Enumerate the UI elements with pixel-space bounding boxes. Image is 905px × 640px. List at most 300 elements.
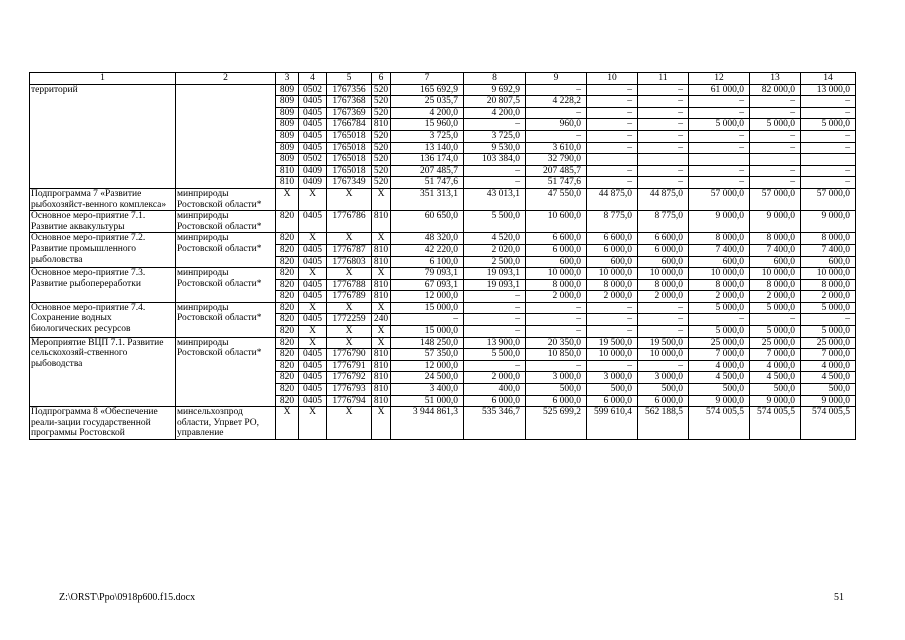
table-row — [30, 188, 856, 210]
amount-cell: 4 000,0 — [801, 360, 856, 372]
amount-cell: 3 000,0 — [587, 372, 638, 384]
code-cell: 809 — [276, 130, 299, 142]
code-cell: 0405 — [299, 314, 327, 326]
amount-cell: – — [801, 165, 856, 177]
amount-cell: – — [638, 177, 689, 189]
header-cell: 3 — [276, 73, 299, 85]
executor-cell: минсельхозпрод области, Упрвет РО, управление — [176, 407, 276, 440]
amount-cell: 8 775,0 — [587, 211, 638, 233]
amount-cell: – — [587, 326, 638, 338]
code-cell: X — [299, 233, 327, 245]
amount-cell: 10 000,0 — [526, 268, 587, 280]
code-cell: X — [299, 337, 327, 349]
code-cell: 520 — [372, 154, 391, 166]
amount-cell: 600,0 — [526, 256, 587, 268]
header-cell: 14 — [801, 73, 856, 85]
amount-cell: – — [464, 119, 526, 131]
amount-cell: – — [587, 130, 638, 142]
code-cell: 0405 — [299, 291, 327, 303]
header-cell: 9 — [526, 73, 587, 85]
code-cell: 810 — [276, 165, 299, 177]
amount-cell: 60 650,0 — [391, 211, 464, 233]
code-cell: X — [372, 337, 391, 349]
amount-cell: 51 747,6 — [526, 177, 587, 189]
code-cell: 810 — [372, 244, 391, 256]
amount-cell: – — [587, 302, 638, 314]
code-cell: 520 — [372, 96, 391, 108]
amount-cell: 3 000,0 — [638, 372, 689, 384]
code-cell: 1776786 — [327, 211, 372, 233]
code-cell: 820 — [276, 372, 299, 384]
code-cell: X — [372, 233, 391, 245]
amount-cell: 19 500,0 — [638, 337, 689, 349]
amount-cell: 10 000,0 — [587, 349, 638, 361]
code-cell: 810 — [372, 256, 391, 268]
amount-cell — [587, 154, 638, 166]
program-name-cell: Основное меро-приятие 7.4. Сохранение водных биологических ресурсов — [30, 302, 176, 337]
amount-cell: 7 000,0 — [689, 349, 750, 361]
code-cell: 1776789 — [327, 291, 372, 303]
amount-cell: 7 400,0 — [801, 244, 856, 256]
amount-cell: 207 485,7 — [391, 165, 464, 177]
amount-cell: 57 000,0 — [689, 188, 750, 210]
code-cell: 820 — [276, 211, 299, 233]
code-cell: 1767356 — [327, 84, 372, 96]
code-cell: 0405 — [299, 244, 327, 256]
program-name-cell: Подпрограмма 7 «Развитие рыбохозяйст-венного комплекса» — [30, 188, 176, 210]
program-name-cell: Мероприятие ВЦП 7.1. Развитие сельскохозяй-ственного рыбоводства — [30, 337, 176, 407]
amount-cell: – — [526, 360, 587, 372]
amount-cell: 5 000,0 — [750, 326, 801, 338]
amount-cell: 574 005,5 — [801, 407, 856, 440]
table-row — [30, 268, 856, 280]
amount-cell: 19 093,1 — [464, 268, 526, 280]
amount-cell: 500,0 — [801, 384, 856, 396]
amount-cell: 2 500,0 — [464, 256, 526, 268]
amount-cell: 43 013,1 — [464, 188, 526, 210]
code-cell: 810 — [372, 360, 391, 372]
amount-cell: 6 600,0 — [638, 233, 689, 245]
amount-cell: – — [638, 119, 689, 131]
amount-cell: – — [587, 314, 638, 326]
amount-cell: 9 000,0 — [689, 211, 750, 233]
code-cell: 820 — [276, 384, 299, 396]
amount-cell: 57 000,0 — [750, 188, 801, 210]
amount-cell: – — [526, 314, 587, 326]
amount-cell: – — [689, 165, 750, 177]
header-cell: 2 — [176, 73, 276, 85]
amount-cell: 79 093,1 — [391, 268, 464, 280]
amount-cell: 10 000,0 — [750, 268, 801, 280]
amount-cell: – — [526, 107, 587, 119]
code-cell: 520 — [372, 130, 391, 142]
amount-cell: 6 600,0 — [587, 233, 638, 245]
code-cell: 0405 — [299, 372, 327, 384]
amount-cell: 9 000,0 — [750, 211, 801, 233]
code-cell: 1767368 — [327, 96, 372, 108]
amount-cell: 7 400,0 — [689, 244, 750, 256]
amount-cell: – — [587, 96, 638, 108]
amount-cell: 48 320,0 — [391, 233, 464, 245]
amount-cell: 8 000,0 — [750, 233, 801, 245]
amount-cell: 57 000,0 — [801, 188, 856, 210]
amount-cell: 3 944 861,3 — [391, 407, 464, 440]
amount-cell: 4 500,0 — [689, 372, 750, 384]
amount-cell: 13 000,0 — [801, 84, 856, 96]
code-cell: 820 — [276, 395, 299, 407]
amount-cell: 8 775,0 — [638, 211, 689, 233]
code-cell: 1776788 — [327, 279, 372, 291]
amount-cell: 3 725,0 — [391, 130, 464, 142]
amount-cell: – — [638, 165, 689, 177]
amount-cell: 10 000,0 — [801, 268, 856, 280]
code-cell: 820 — [276, 244, 299, 256]
amount-cell: – — [750, 96, 801, 108]
code-cell: X — [276, 188, 299, 210]
code-cell: X — [372, 407, 391, 440]
amount-cell: 8 000,0 — [689, 233, 750, 245]
code-cell: 1772259 — [327, 314, 372, 326]
amount-cell: 47 550,0 — [526, 188, 587, 210]
code-cell: 1776794 — [327, 395, 372, 407]
code-cell: 809 — [276, 154, 299, 166]
executor-cell — [176, 84, 276, 188]
header-cell: 10 — [587, 73, 638, 85]
program-name-cell: территорий — [30, 84, 176, 188]
code-cell: 0405 — [299, 384, 327, 396]
amount-cell: 5 500,0 — [464, 211, 526, 233]
amount-cell: – — [750, 314, 801, 326]
code-cell: 0502 — [299, 84, 327, 96]
amount-cell: 20 807,5 — [464, 96, 526, 108]
amount-cell: 10 000,0 — [638, 349, 689, 361]
amount-cell: 165 692,9 — [391, 84, 464, 96]
amount-cell: – — [750, 165, 801, 177]
code-cell: 520 — [372, 177, 391, 189]
code-cell: X — [276, 407, 299, 440]
header-cell: 4 — [299, 73, 327, 85]
amount-cell: 3 000,0 — [526, 372, 587, 384]
code-cell: 820 — [276, 314, 299, 326]
amount-cell: 10 000,0 — [689, 268, 750, 280]
amount-cell: 9 530,0 — [464, 142, 526, 154]
amount-cell: 13 900,0 — [464, 337, 526, 349]
amount-cell: 2 000,0 — [689, 291, 750, 303]
amount-cell: – — [464, 165, 526, 177]
amount-cell: 2 000,0 — [526, 291, 587, 303]
amount-cell: – — [464, 314, 526, 326]
amount-cell: – — [464, 360, 526, 372]
amount-cell: 351 313,1 — [391, 188, 464, 210]
code-cell: X — [372, 326, 391, 338]
amount-cell: – — [750, 107, 801, 119]
amount-cell: 4 000,0 — [689, 360, 750, 372]
code-cell: 1776790 — [327, 349, 372, 361]
amount-cell: – — [587, 119, 638, 131]
amount-cell: – — [750, 142, 801, 154]
amount-cell: 4 200,0 — [464, 107, 526, 119]
amount-cell: 19 500,0 — [587, 337, 638, 349]
amount-cell: – — [801, 142, 856, 154]
code-cell: X — [327, 233, 372, 245]
amount-cell: – — [464, 326, 526, 338]
amount-cell: 5 000,0 — [689, 302, 750, 314]
amount-cell: 8 000,0 — [689, 279, 750, 291]
amount-cell: 61 000,0 — [689, 84, 750, 96]
amount-cell: 15 000,0 — [391, 302, 464, 314]
table-row — [30, 211, 856, 233]
header-cell: 1 — [30, 73, 176, 85]
amount-cell: 600,0 — [689, 256, 750, 268]
code-cell: X — [327, 268, 372, 280]
amount-cell: 20 350,0 — [526, 337, 587, 349]
amount-cell: 9 000,0 — [750, 395, 801, 407]
code-cell: 810 — [372, 384, 391, 396]
code-cell: 240 — [372, 314, 391, 326]
amount-cell: – — [801, 130, 856, 142]
code-cell: X — [299, 188, 327, 210]
code-cell: 1765018 — [327, 154, 372, 166]
header-cell: 6 — [372, 73, 391, 85]
amount-cell: 10 600,0 — [526, 211, 587, 233]
amount-cell: 3 725,0 — [464, 130, 526, 142]
header-row — [30, 73, 856, 85]
amount-cell: – — [638, 84, 689, 96]
amount-cell: 5 000,0 — [801, 302, 856, 314]
amount-cell: 42 220,0 — [391, 244, 464, 256]
code-cell: 1767369 — [327, 107, 372, 119]
code-cell: 0409 — [299, 177, 327, 189]
amount-cell: – — [526, 302, 587, 314]
amount-cell: 44 875,0 — [587, 188, 638, 210]
code-cell: 0405 — [299, 119, 327, 131]
code-cell: 1776787 — [327, 244, 372, 256]
code-cell: X — [372, 268, 391, 280]
code-cell: 810 — [276, 177, 299, 189]
code-cell: 810 — [372, 119, 391, 131]
amount-cell: 8 000,0 — [801, 233, 856, 245]
amount-cell: – — [587, 177, 638, 189]
table-body — [30, 73, 856, 440]
code-cell: 0405 — [299, 349, 327, 361]
amount-cell: 6 000,0 — [587, 244, 638, 256]
amount-cell: – — [587, 360, 638, 372]
code-cell: 0405 — [299, 130, 327, 142]
amount-cell: 599 610,4 — [587, 407, 638, 440]
amount-cell: 5 000,0 — [689, 119, 750, 131]
code-cell: X — [327, 302, 372, 314]
amount-cell: – — [638, 360, 689, 372]
amount-cell: 2 000,0 — [464, 372, 526, 384]
amount-cell: – — [801, 107, 856, 119]
code-cell: 820 — [276, 337, 299, 349]
amount-cell: 6 000,0 — [526, 395, 587, 407]
code-cell: 1765018 — [327, 142, 372, 154]
amount-cell: – — [464, 177, 526, 189]
amount-cell: – — [464, 291, 526, 303]
code-cell: X — [299, 268, 327, 280]
executor-cell: минприроды Ростовской области* — [176, 211, 276, 233]
amount-cell: – — [689, 107, 750, 119]
executor-cell: минприроды Ростовской области* — [176, 233, 276, 268]
amount-cell: – — [587, 165, 638, 177]
code-cell: X — [299, 407, 327, 440]
code-cell: 809 — [276, 96, 299, 108]
code-cell: 1767349 — [327, 177, 372, 189]
code-cell: 0405 — [299, 256, 327, 268]
amount-cell: 7 400,0 — [750, 244, 801, 256]
amount-cell: – — [638, 107, 689, 119]
amount-cell: 9 000,0 — [689, 395, 750, 407]
amount-cell: 6 000,0 — [526, 244, 587, 256]
code-cell: 810 — [372, 395, 391, 407]
code-cell: 820 — [276, 326, 299, 338]
amount-cell: 7 000,0 — [801, 349, 856, 361]
amount-cell: 535 346,7 — [464, 407, 526, 440]
amount-cell: 4 200,0 — [391, 107, 464, 119]
amount-cell: 2 000,0 — [801, 291, 856, 303]
code-cell: 1776803 — [327, 256, 372, 268]
code-cell: 0405 — [299, 96, 327, 108]
code-cell: 0405 — [299, 395, 327, 407]
amount-cell: – — [689, 142, 750, 154]
amount-cell: 2 000,0 — [750, 291, 801, 303]
amount-cell: 9 000,0 — [801, 395, 856, 407]
code-cell: 820 — [276, 279, 299, 291]
code-cell: 1766784 — [327, 119, 372, 131]
amount-cell: 25 000,0 — [689, 337, 750, 349]
amount-cell: – — [391, 314, 464, 326]
amount-cell: 4 228,2 — [526, 96, 587, 108]
amount-cell: 525 699,2 — [526, 407, 587, 440]
amount-cell: 44 875,0 — [638, 188, 689, 210]
amount-cell: 8 000,0 — [587, 279, 638, 291]
amount-cell: 13 140,0 — [391, 142, 464, 154]
code-cell: 820 — [276, 349, 299, 361]
code-cell: 820 — [276, 360, 299, 372]
code-cell: 0409 — [299, 165, 327, 177]
amount-cell: 136 174,0 — [391, 154, 464, 166]
amount-cell: – — [689, 130, 750, 142]
amount-cell: 600,0 — [587, 256, 638, 268]
code-cell: 809 — [276, 107, 299, 119]
amount-cell: 82 000,0 — [750, 84, 801, 96]
table-row — [30, 84, 856, 96]
amount-cell: 3 610,0 — [526, 142, 587, 154]
code-cell: X — [327, 326, 372, 338]
amount-cell: 2 020,0 — [464, 244, 526, 256]
header-cell: 11 — [638, 73, 689, 85]
code-cell: 520 — [372, 165, 391, 177]
amount-cell: 6 000,0 — [638, 244, 689, 256]
code-cell: 820 — [276, 268, 299, 280]
amount-cell: – — [638, 326, 689, 338]
amount-cell: 9 000,0 — [801, 211, 856, 233]
code-cell: 810 — [372, 279, 391, 291]
code-cell: 820 — [276, 256, 299, 268]
amount-cell: 4 500,0 — [750, 372, 801, 384]
amount-cell: 12 000,0 — [391, 291, 464, 303]
amount-cell: 32 790,0 — [526, 154, 587, 166]
amount-cell: 500,0 — [587, 384, 638, 396]
footer-file-path: Z:\ORST\Ppo\0918p600.f15.docx — [59, 592, 196, 603]
amount-cell: 5 000,0 — [801, 326, 856, 338]
amount-cell: 6 100,0 — [391, 256, 464, 268]
amount-cell: 8 000,0 — [526, 279, 587, 291]
code-cell: X — [372, 302, 391, 314]
amount-cell: 10 850,0 — [526, 349, 587, 361]
code-cell: 809 — [276, 84, 299, 96]
amount-cell: 6 000,0 — [638, 395, 689, 407]
amount-cell: 3 400,0 — [391, 384, 464, 396]
amount-cell: 4 000,0 — [750, 360, 801, 372]
executor-cell: минприроды Ростовской области* — [176, 188, 276, 210]
executor-cell: минприроды Ростовской области* — [176, 337, 276, 407]
page-number: 51 — [834, 592, 844, 603]
amount-cell — [750, 154, 801, 166]
amount-cell: 5 000,0 — [689, 326, 750, 338]
amount-cell: – — [689, 177, 750, 189]
code-cell: X — [372, 188, 391, 210]
code-cell: 809 — [276, 119, 299, 131]
code-cell: X — [327, 337, 372, 349]
table-row — [30, 337, 856, 349]
code-cell: 810 — [372, 372, 391, 384]
amount-cell: 7 000,0 — [750, 349, 801, 361]
amount-cell: 10 000,0 — [638, 268, 689, 280]
amount-cell: 51 000,0 — [391, 395, 464, 407]
amount-cell: 4 520,0 — [464, 233, 526, 245]
amount-cell: – — [464, 302, 526, 314]
program-name-cell: Основное меро-приятие 7.2. Развитие промышленного рыболовства — [30, 233, 176, 268]
amount-cell: 25 000,0 — [801, 337, 856, 349]
amount-cell: – — [750, 130, 801, 142]
amount-cell: – — [750, 177, 801, 189]
amount-cell: – — [801, 96, 856, 108]
header-cell: 8 — [464, 73, 526, 85]
code-cell: 1776793 — [327, 384, 372, 396]
amount-cell: 2 000,0 — [587, 291, 638, 303]
amount-cell: 57 350,0 — [391, 349, 464, 361]
amount-cell: 6 600,0 — [526, 233, 587, 245]
amount-cell: 8 000,0 — [638, 279, 689, 291]
code-cell: X — [327, 407, 372, 440]
code-cell: 1765018 — [327, 130, 372, 142]
code-cell: X — [327, 188, 372, 210]
amount-cell: 4 500,0 — [801, 372, 856, 384]
amount-cell: – — [526, 130, 587, 142]
program-name-cell: Основное меро-приятие 7.1. Развитие аквакультуры — [30, 211, 176, 233]
amount-cell: – — [689, 96, 750, 108]
amount-cell: 600,0 — [801, 256, 856, 268]
amount-cell: 19 093,1 — [464, 279, 526, 291]
amount-cell: 600,0 — [638, 256, 689, 268]
amount-cell: 2 000,0 — [638, 291, 689, 303]
amount-cell: – — [587, 142, 638, 154]
code-cell: 820 — [276, 233, 299, 245]
amount-cell — [689, 154, 750, 166]
amount-cell: – — [638, 130, 689, 142]
amount-cell: 103 384,0 — [464, 154, 526, 166]
code-cell: 0405 — [299, 142, 327, 154]
header-cell: 5 — [327, 73, 372, 85]
amount-cell: 9 692,9 — [464, 84, 526, 96]
code-cell: 820 — [276, 291, 299, 303]
amount-cell: 600,0 — [750, 256, 801, 268]
amount-cell: – — [801, 314, 856, 326]
amount-cell: 15 960,0 — [391, 119, 464, 131]
code-cell: 1765018 — [327, 165, 372, 177]
